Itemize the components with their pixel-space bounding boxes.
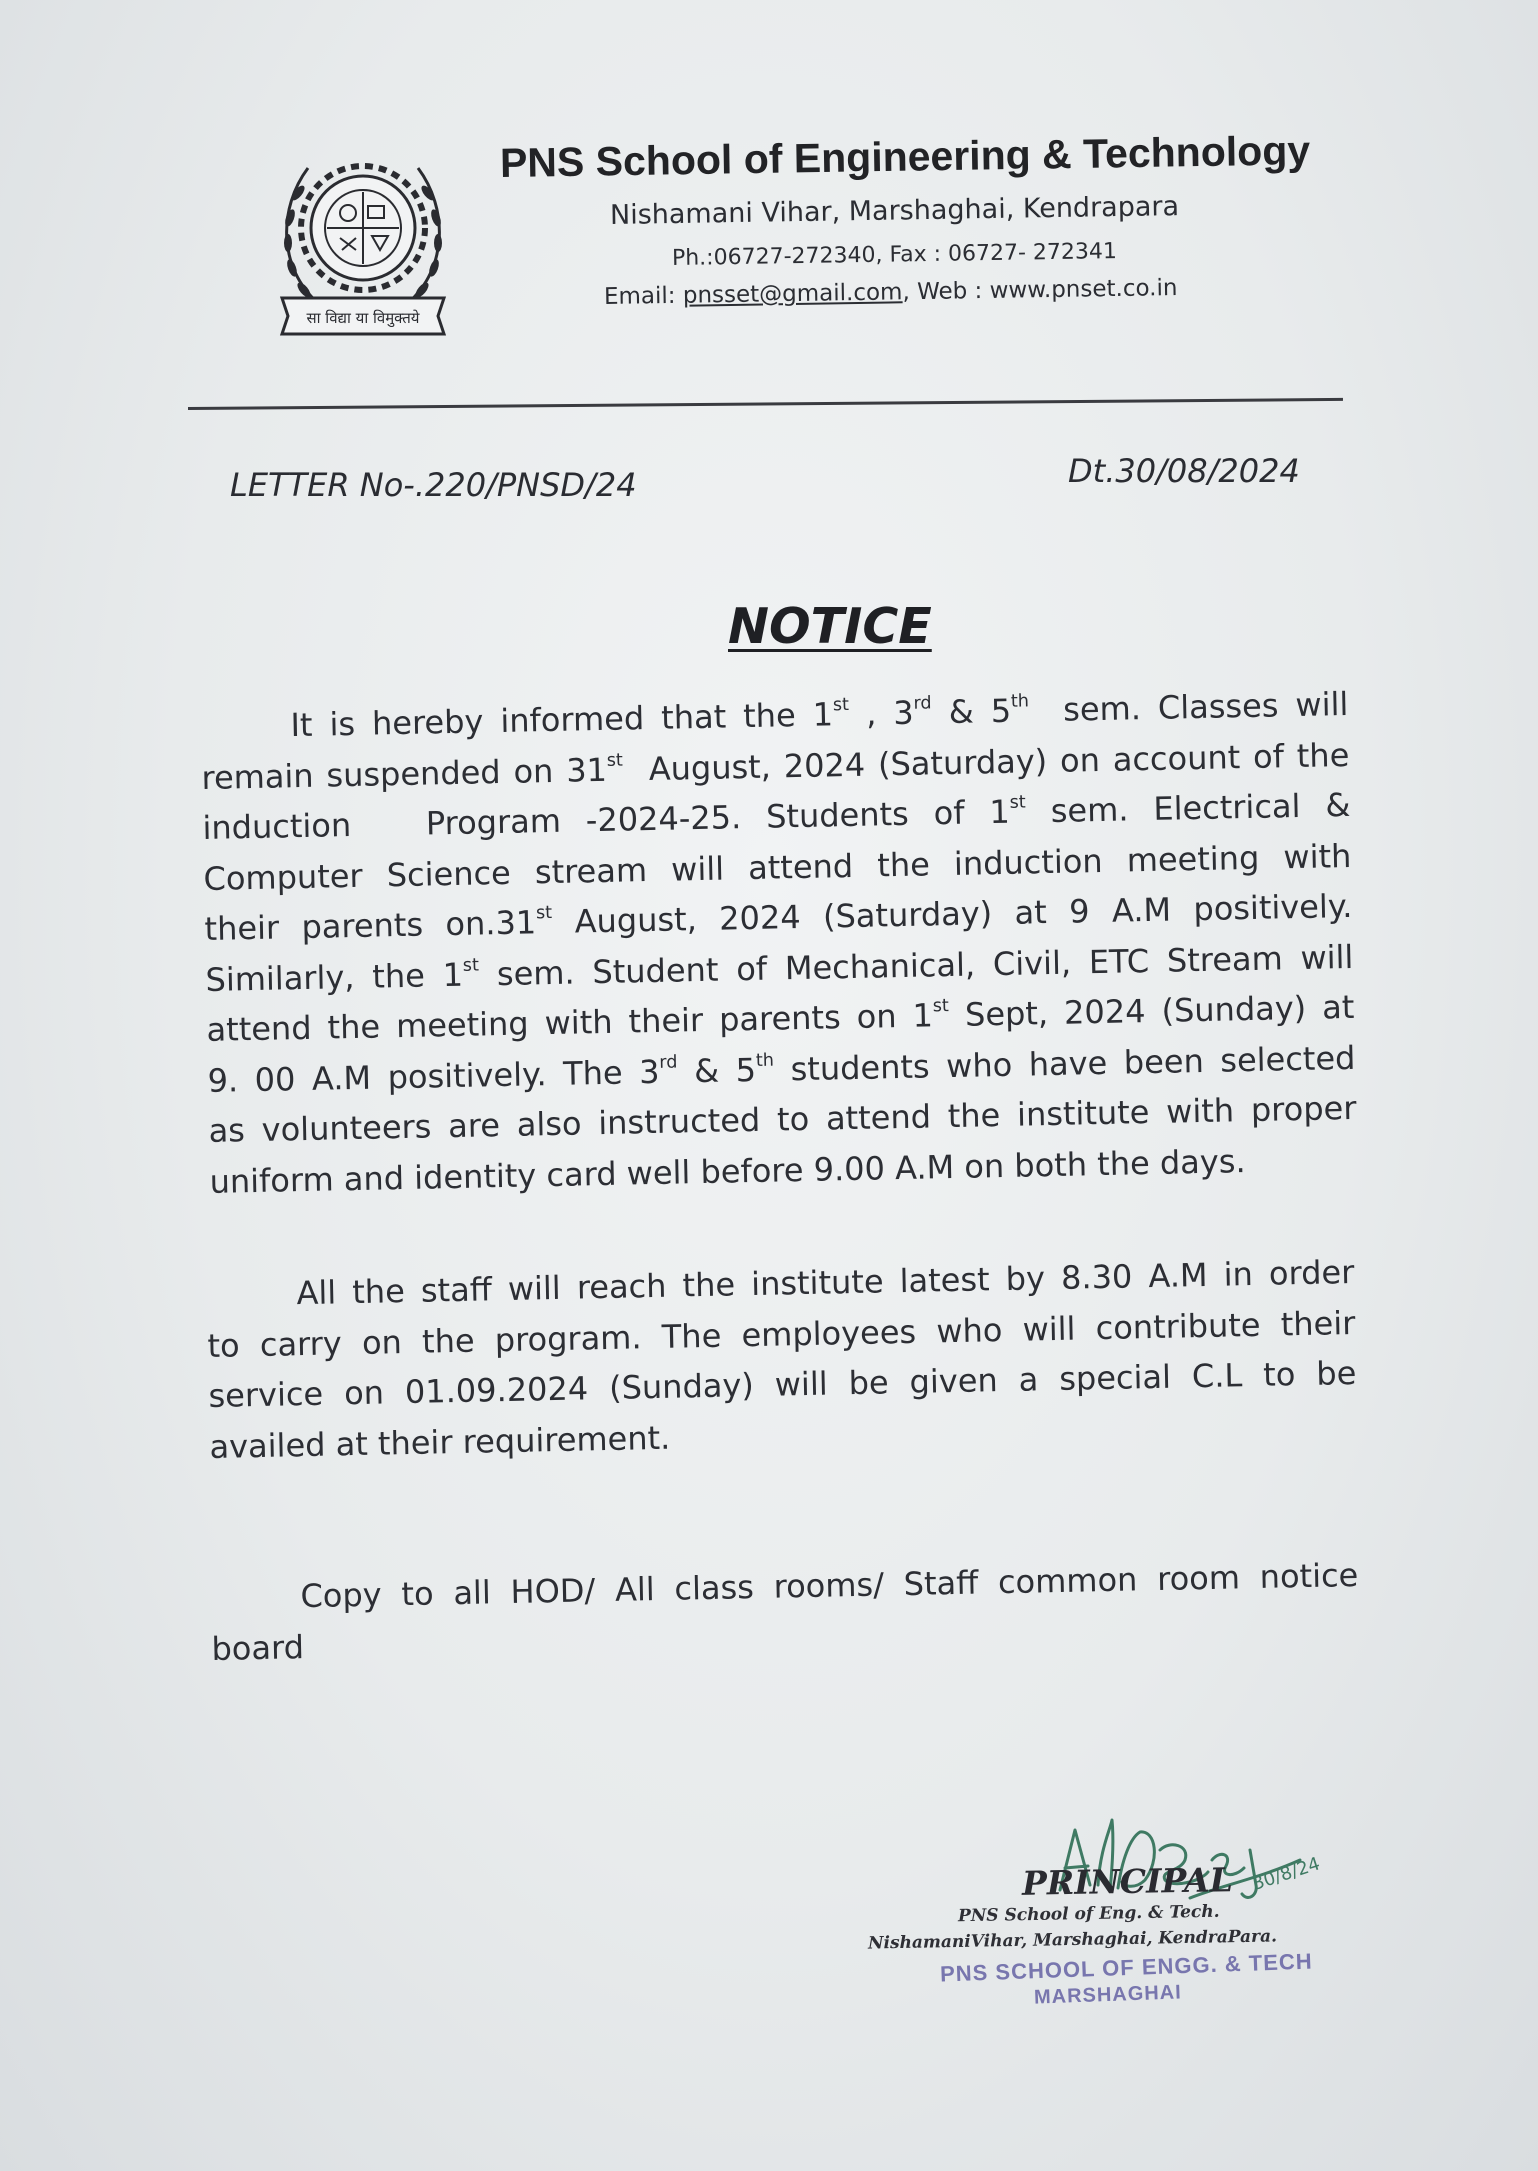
paragraph-line: board — [211, 1627, 305, 1668]
institution-address: Nishamani Vihar, Marshaghai, Kendrapara — [609, 191, 1180, 231]
paragraph-line: as volunteers are also instructed to attend the institute with proper — [208, 1088, 1357, 1150]
paragraph-line: 9. 00 A.M positively. The 3rd & 5th students who have been selected — [207, 1038, 1356, 1100]
email-link[interactable]: pnsset@gmail.com — [682, 279, 903, 309]
letter-number: LETTER No-.220/PNSD/24 — [230, 466, 637, 504]
paragraph-line: Copy to all HOD/ All class rooms/ Staff common room notice — [300, 1555, 1359, 1616]
stamp-institution: PNS School of Eng. & Tech. — [957, 1901, 1220, 1927]
paragraph-line: their parents on.31st August, 2024 (Saturday) at 9 A.M positively. — [204, 886, 1353, 948]
paragraph-line: to carry on the program. The employees who will contribute their — [207, 1303, 1356, 1365]
institution-logo — [268, 138, 458, 338]
notice-paragraph-1 — [200, 679, 1358, 1207]
paragraph-line: induction Program -2024-25. Students of 1st sem. Electrical & — [202, 785, 1351, 847]
seal-institution: PNS SCHOOL OF ENGG. & TECH — [939, 1948, 1314, 1987]
email-label: Email: — [603, 282, 684, 310]
paragraph-line: service on 01.09.2024 (Sunday) will be given a special C.L to be — [208, 1353, 1357, 1415]
signature-date: 30/8/24 — [1250, 1853, 1323, 1895]
letter-date: Dt.30/08/2024 — [1068, 452, 1300, 490]
paragraph-line: availed at their requirement. — [209, 1418, 671, 1466]
institution-name: PNS School of Engineering & Technology — [499, 127, 1311, 186]
stamp-address: NishamaniVihar, Marshaghai, KendraPara. — [867, 1926, 1278, 1954]
seal-place: MARSHAGHAI — [1033, 1981, 1183, 2009]
notice-paragraph-2 — [206, 1247, 1358, 1472]
paragraph-line: All the staff will reach the institute latest by 8.30 A.M in order — [296, 1252, 1355, 1313]
paragraph-line: uniform and identity card well before 9.00 A.M on both the days. — [209, 1141, 1246, 1201]
paragraph-line: It is hereby informed that the 1st , 3rd & 5th sem. Classes will — [290, 684, 1349, 745]
paragraph-line: Similarly, the 1st sem. Student of Mechanical, Civil, ETC Stream will — [205, 937, 1354, 999]
paragraph-line: remain suspended on 31st August, 2024 (Saturday) on account of the — [201, 735, 1350, 797]
paragraph-line: Computer Science stream will attend the induction meeting with — [203, 836, 1352, 898]
institution-phone-fax: Ph.:06727-272340, Fax : 06727- 272341 — [671, 239, 1118, 271]
signatory-designation: PRINCIPAL — [1021, 1860, 1234, 1903]
paragraph-line: attend the meeting with their parents on 1st Sept, 2024 (Sunday) at — [206, 987, 1355, 1049]
logo-motto: सा विद्या या विमुक्तये — [306, 309, 420, 327]
website-text: , Web : www.pnset.co.in — [902, 274, 1178, 306]
notice-title: NOTICE — [728, 598, 932, 655]
